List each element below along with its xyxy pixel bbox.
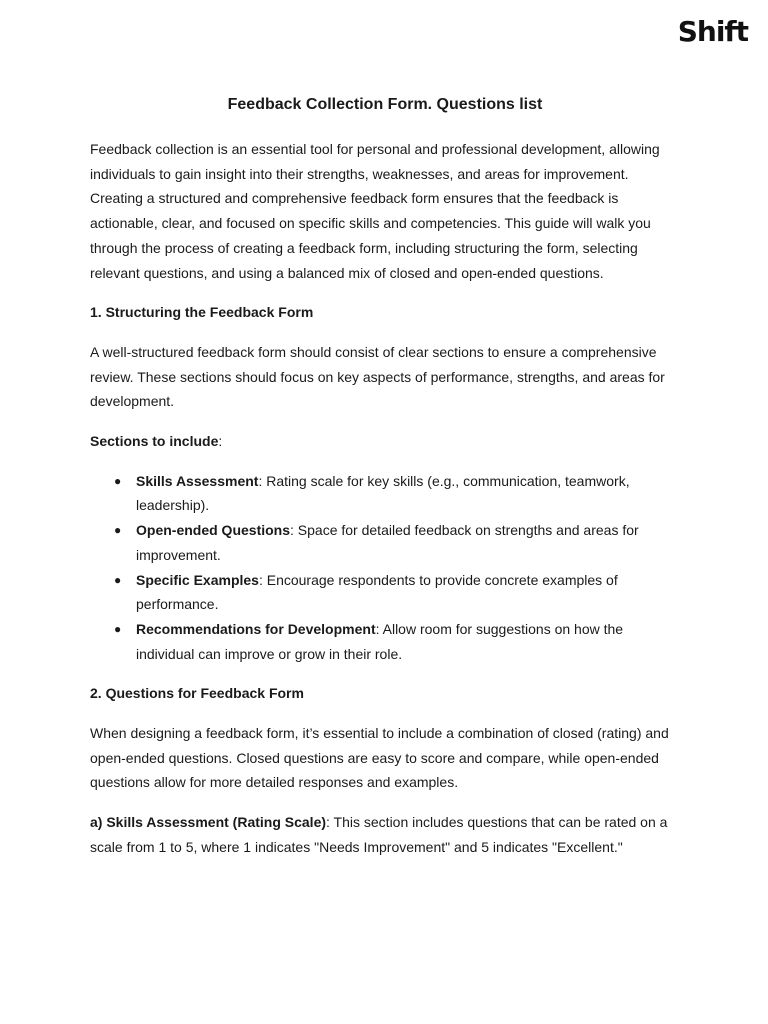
- sections-to-include-label: [90, 429, 680, 454]
- list-item-term: Skills Assessment: [136, 472, 259, 489]
- list-item: [114, 617, 680, 666]
- section-2-paragraph: When designing a feedback form, it’s essential to include a combination of closed (rating) and open-ended questions. Closed questions are easy to score and compare, while open-ended questions allow for more detailed responses and examples.: [90, 725, 669, 791]
- brand-logo: Shift: [677, 15, 748, 48]
- sections-label-bold: Sections to include: [90, 433, 219, 450]
- list-item-desc: : Encourage respondents to provide concrete examples of performance.: [136, 571, 618, 613]
- section-1-heading: 1. Structuring the Feedback Form: [90, 304, 314, 321]
- document-title: Feedback Collection Form. Questions list: [227, 96, 543, 113]
- list-item: [114, 518, 680, 567]
- sub-a-text: : This section includes questions that can be rated on a scale from 1 to 5, where 1 indicates "Needs Improvement" and 5 indicates "Excellent.": [90, 814, 668, 855]
- section-2-heading: 2. Questions for Feedback Form: [90, 685, 304, 702]
- sub-a-label: a) Skills Assessment (Rating Scale): [90, 814, 327, 831]
- bullet-icon: ●: [114, 621, 122, 636]
- list-item: [114, 469, 680, 518]
- skills-assessment-paragraph: [90, 810, 680, 859]
- sections-label-colon: :: [218, 433, 223, 450]
- list-item-term: Recommendations for Development: [136, 620, 376, 637]
- bullet-icon: ●: [114, 473, 122, 488]
- list-item-desc: : Space for detailed feedback on strengths and areas for improvement.: [136, 522, 639, 563]
- list-item-desc: : Allow room for suggestions on how the individual can improve or grow in their role.: [136, 620, 624, 662]
- list-item-term: Open-ended Questions: [136, 522, 291, 539]
- sections-list: [90, 469, 680, 667]
- list-item: [114, 568, 680, 617]
- bullet-icon: ●: [114, 523, 122, 538]
- section-1-paragraph: A well-structured feedback form should consist of clear sections to ensure a comprehensive review. These sections should focus on key aspects of performance, strengths, and areas for development.: [90, 343, 665, 410]
- document-page: [90, 90, 680, 875]
- list-item-term: Specific Examples: [136, 571, 259, 588]
- bullet-icon: ●: [114, 572, 122, 587]
- list-item-desc: : Rating scale for key skills (e.g., communication, teamwork, leadership).: [136, 472, 630, 514]
- intro-paragraph: Feedback collection is an essential tool for personal and professional development, allowing individuals to gain insight into their strengths, weaknesses, and areas for improvement. Creating a structured and comprehensive feedback form ensures that the feedback is actionable, clear, and focused on specific skills and competencies. This guide will walk you through the process of creating a feedback form, including structuring the form, selecting relevant questions, and using a balanced mix of closed and open-ended questions.: [90, 141, 660, 281]
